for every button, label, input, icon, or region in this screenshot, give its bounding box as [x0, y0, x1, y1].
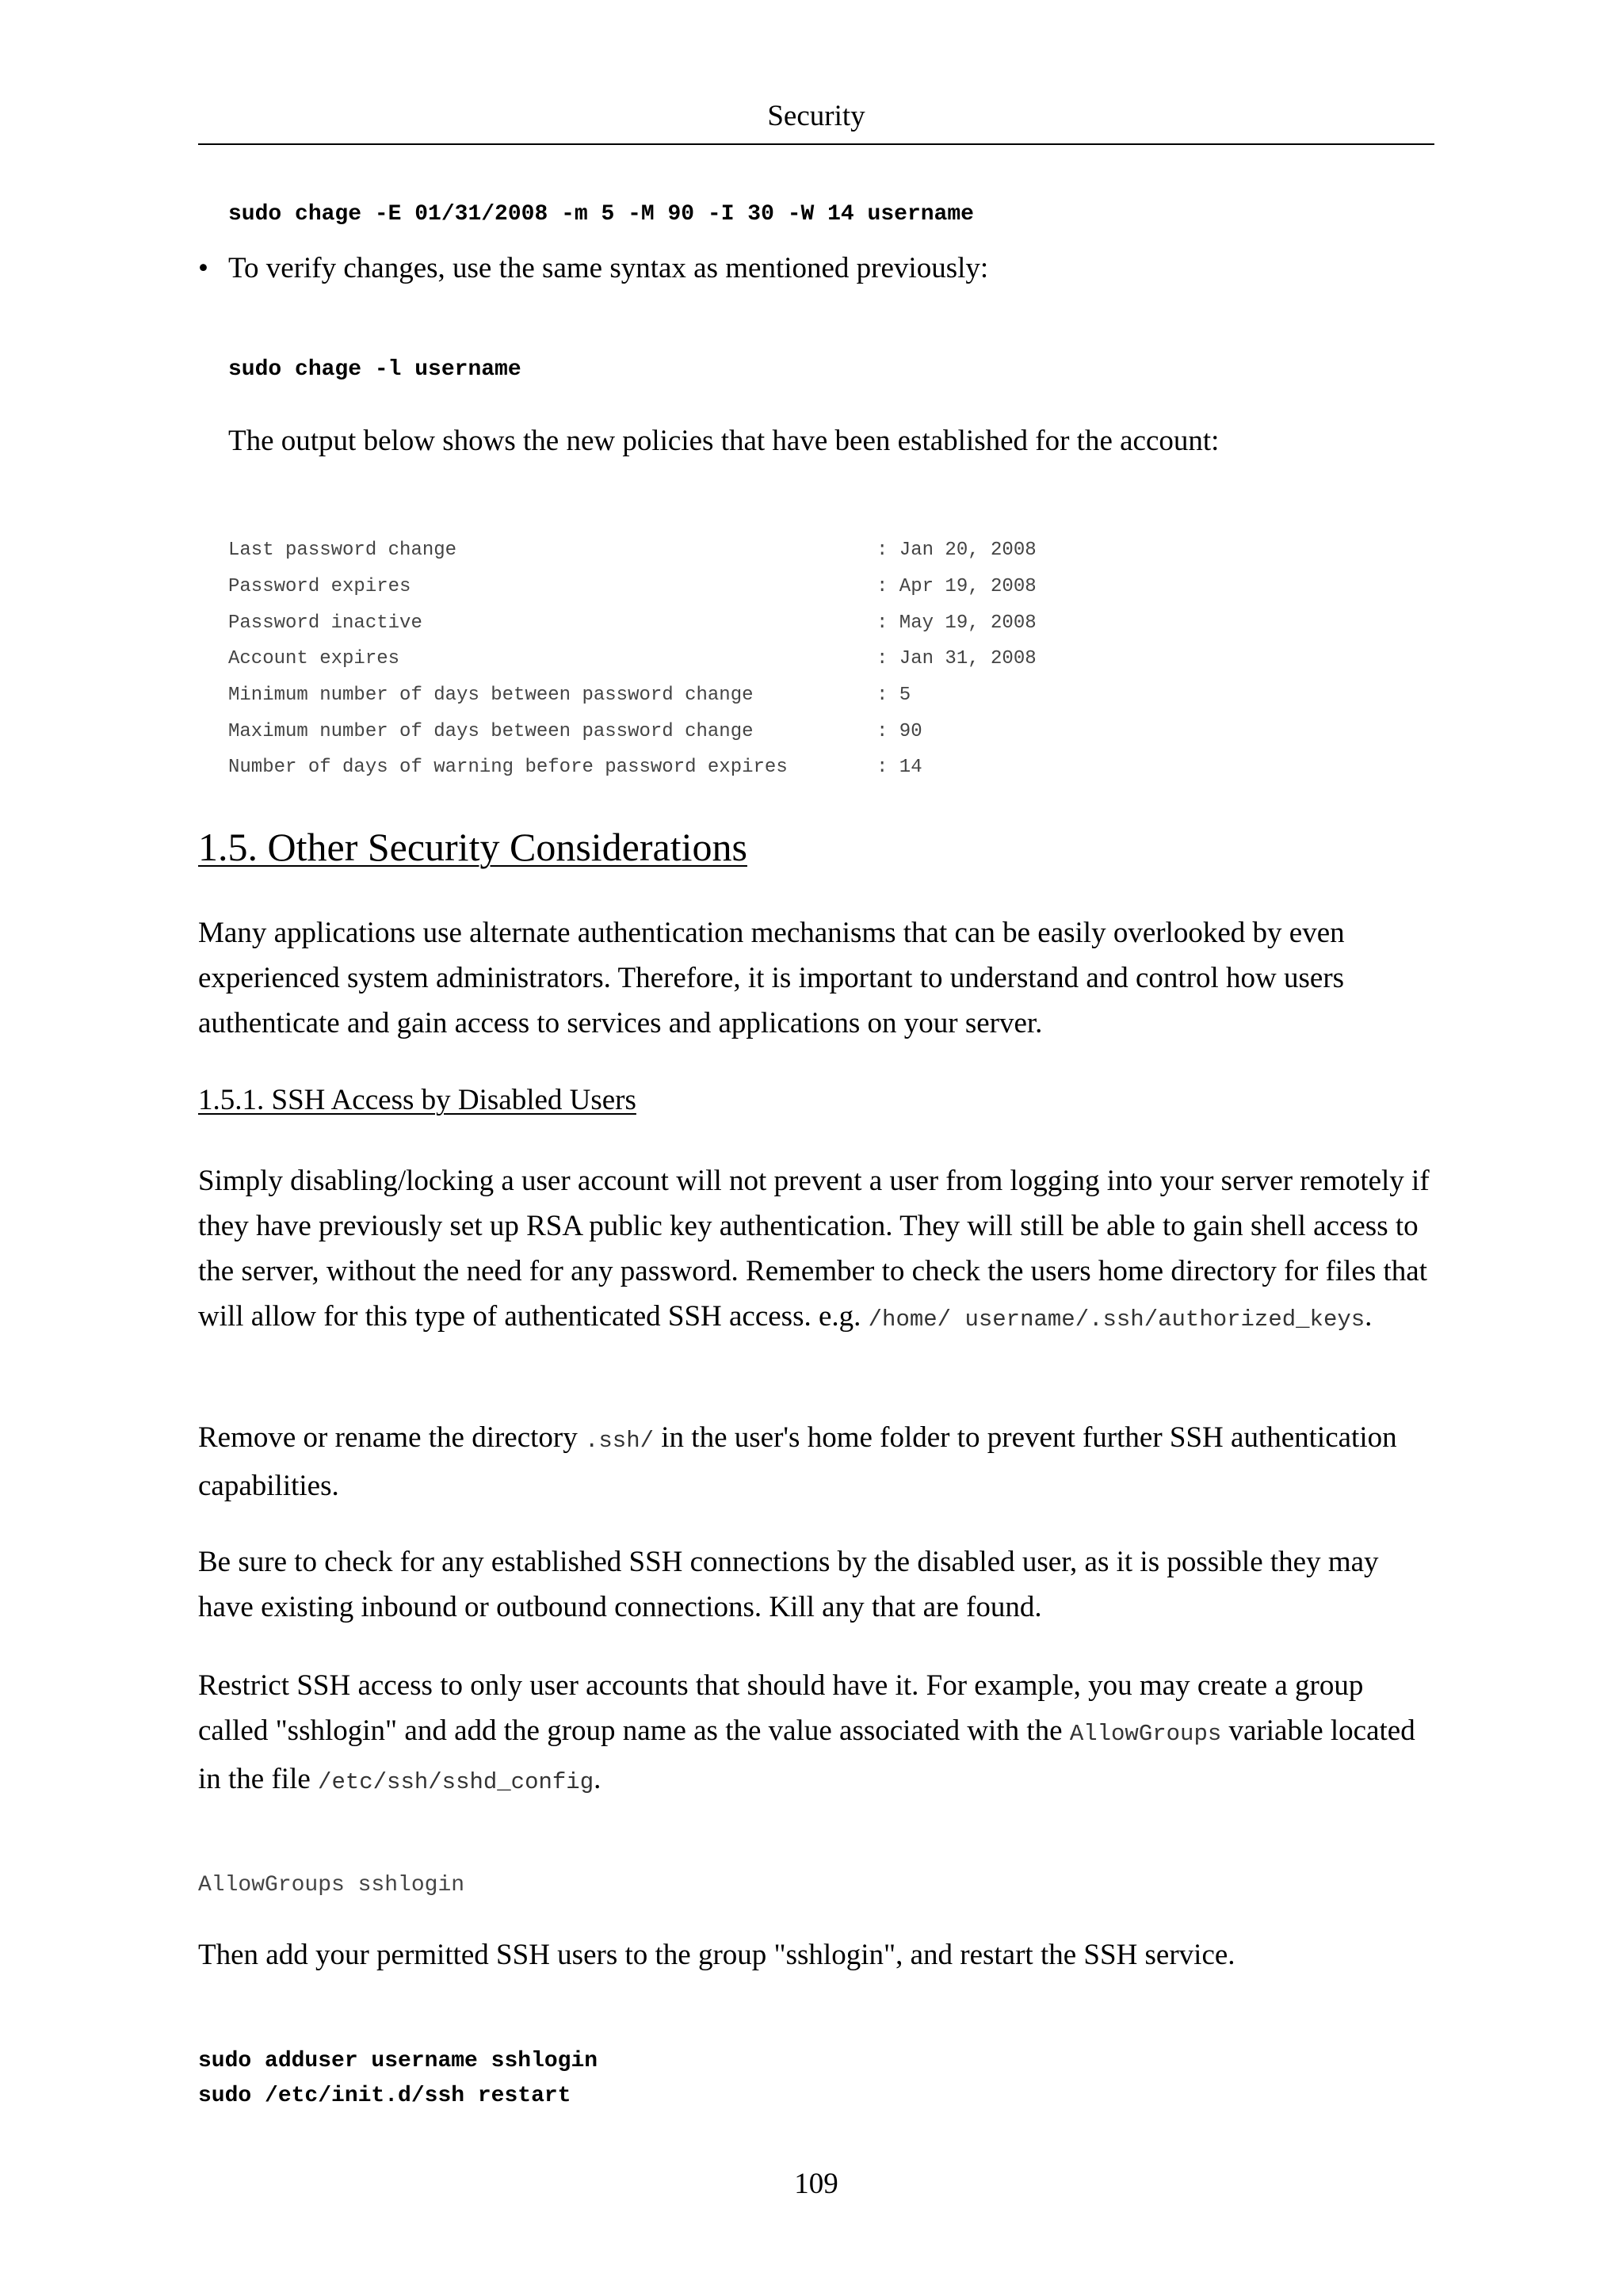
page-number: 109 [794, 2168, 838, 2200]
output-label: Last password change [228, 540, 457, 562]
command-chage-set: sudo chage -E 01/31/2008 -m 5 -M 90 -I 30 -W 14 username [228, 202, 974, 227]
table-row [228, 641, 1037, 677]
output-value: : 14 [876, 757, 922, 779]
output-value: : 90 [876, 720, 922, 742]
table-row [228, 677, 1037, 714]
config-line: AllowGroups sshlogin [198, 1873, 465, 1897]
section-intro: Many applications use alternate authentication mechanisms that can be easily overlooked by even experienced system administrators. Therefore, it is important to understand and control how users authenticate and gain access to services and applications on your server. [198, 917, 1345, 1039]
chage-output-table [228, 532, 1037, 786]
paragraph-add-users: Then add your permitted SSH users to the group "sshlogin", and restart the SSH service. [198, 1939, 1235, 1971]
output-value: : May 19, 2008 [876, 612, 1037, 634]
output-label: Maximum number of days between password change [228, 720, 754, 742]
output-value: : Apr 19, 2008 [876, 576, 1037, 598]
output-intro: The output below shows the new policies that have been established for the account: [228, 425, 1220, 457]
output-label: Number of days of warning before password expires [228, 757, 788, 779]
section-heading: 1.5. Other Security Considerations [198, 825, 747, 869]
command-chage-list: sudo chage -l username [228, 357, 521, 382]
paragraph-text: Restrict SSH access to only user accounts that should have it. For example, you may create a group called "sshlogin" and add the group name as the value associated with the [198, 1669, 1364, 1747]
table-row [228, 569, 1037, 605]
command-adduser: sudo adduser username sshlogin [198, 2049, 598, 2073]
table-row [228, 532, 1037, 569]
sshd-config-path: /etc/ssh/sshd_config [318, 1769, 594, 1795]
paragraph-kill-connections: Be sure to check for any established SSH connections by the disabled user, as it is possible they may have existing inbound or outbound connections. Kill any that are found. [198, 1546, 1379, 1623]
paragraph-text: Remove or rename the directory [198, 1421, 578, 1454]
subsection-heading: 1.5.1. SSH Access by Disabled Users [198, 1084, 636, 1116]
output-label: Password expires [228, 576, 411, 598]
output-label: Minimum number of days between password change [228, 685, 754, 707]
paragraph-restrict-ssh [198, 1663, 1438, 1805]
paragraph-text-end: in the user's home folder to prevent further SSH authentication capabilities. [198, 1421, 1397, 1502]
table-row [228, 713, 1037, 749]
paragraph-disabled-users [198, 1158, 1438, 1342]
bullet-text: To verify changes, use the same syntax as mentioned previously: [228, 252, 989, 284]
command-restart-ssh: sudo /etc/init.d/ssh restart [198, 2084, 571, 2108]
paragraph-text-middle: variable located in the file [198, 1714, 1415, 1795]
paragraph-end: . [594, 1763, 601, 1795]
bullet-marker: • [198, 252, 208, 284]
output-label: Password inactive [228, 612, 422, 634]
paragraph-end: . [1365, 1300, 1373, 1333]
paragraph-text: Simply disabling/locking a user account will not prevent a user from logging into your server remotely if they have previously set up RSA public key authentication. They will still be able to gain shell access to the server, without the need for any password. Remember to check the users home directory for files that will allow for this type of authenticated SSH access. e.g. [198, 1165, 1430, 1333]
authorized-keys-path: /home/ username/.ssh/authorized_keys [868, 1306, 1365, 1333]
output-value: : Jan 31, 2008 [876, 648, 1037, 670]
paragraph-remove-ssh-dir [198, 1415, 1438, 1508]
running-header: Security [767, 100, 865, 132]
table-row [228, 749, 1037, 786]
output-value: : 5 [876, 685, 911, 707]
output-label: Account expires [228, 648, 400, 670]
ssh-dir-path: .ssh/ [585, 1428, 655, 1454]
output-value: : Jan 20, 2008 [876, 540, 1037, 562]
header-rule [198, 143, 1434, 145]
table-row [228, 605, 1037, 641]
allowgroups-variable: AllowGroups [1069, 1721, 1222, 1747]
